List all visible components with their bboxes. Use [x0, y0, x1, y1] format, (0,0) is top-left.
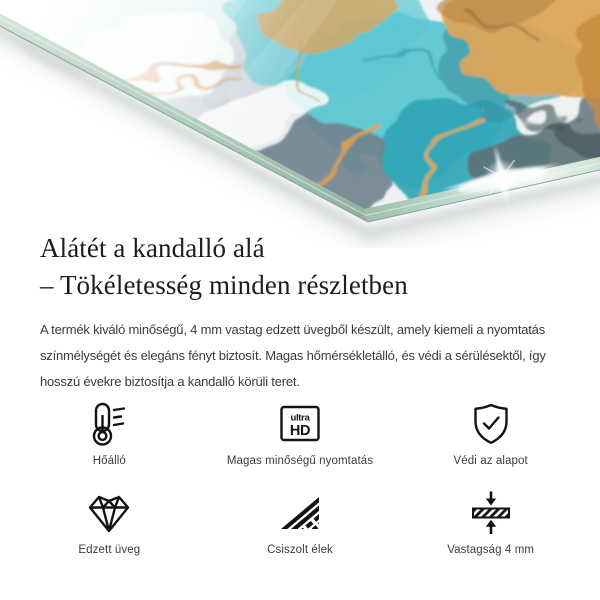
feature-label: Edzett üveg: [78, 544, 141, 556]
beveled-edges-icon: [278, 489, 322, 537]
thickness-arrows-icon: [469, 489, 513, 537]
feature-label: Hőálló: [92, 455, 126, 467]
title-line-2: – Tökéletesség minden részletben: [40, 270, 408, 300]
description-paragraph: [40, 317, 585, 395]
feature-label: Csiszolt élek: [267, 544, 333, 556]
page-title: [40, 230, 585, 304]
feature-polished-edges: [205, 489, 396, 556]
description-line: színmélységét és elegáns fényt biztosít. Magas hőmérsékletálló, és védi a sérülésektől, így: [40, 348, 546, 363]
ultra-hd-icon: [278, 400, 322, 448]
feature-heat-resistant: [14, 400, 205, 467]
title-line-1: Alátét a kandalló alá: [40, 233, 265, 263]
glass-panel-illustration: [0, 0, 600, 248]
product-description-section: [40, 230, 585, 395]
feature-label: Vastagság 4 mm: [447, 544, 535, 556]
product-photo: [0, 0, 600, 248]
description-line: hosszú évekre biztosítja a kandalló körüli teret.: [40, 374, 300, 389]
shield-check-icon: [470, 400, 512, 448]
feature-protects-base: [395, 400, 586, 467]
description-line: A termék kiváló minőségű, 4 mm vastag edzett üvegből készült, amely kiemeli a nyomtatás: [40, 322, 545, 337]
svg-text:HD: HD: [289, 423, 311, 439]
feature-label: Védi az alapot: [453, 455, 528, 467]
feature-print-quality: [205, 400, 396, 467]
feature-grid: [14, 400, 586, 556]
feature-thickness: [395, 489, 586, 556]
feature-label: Magas minőségű nyomtatás: [226, 455, 374, 467]
feature-tempered-glass: [14, 489, 205, 556]
svg-text:ultra: ultra: [290, 412, 310, 424]
thermometer-icon: [87, 400, 131, 448]
diamond-icon: [87, 489, 131, 537]
